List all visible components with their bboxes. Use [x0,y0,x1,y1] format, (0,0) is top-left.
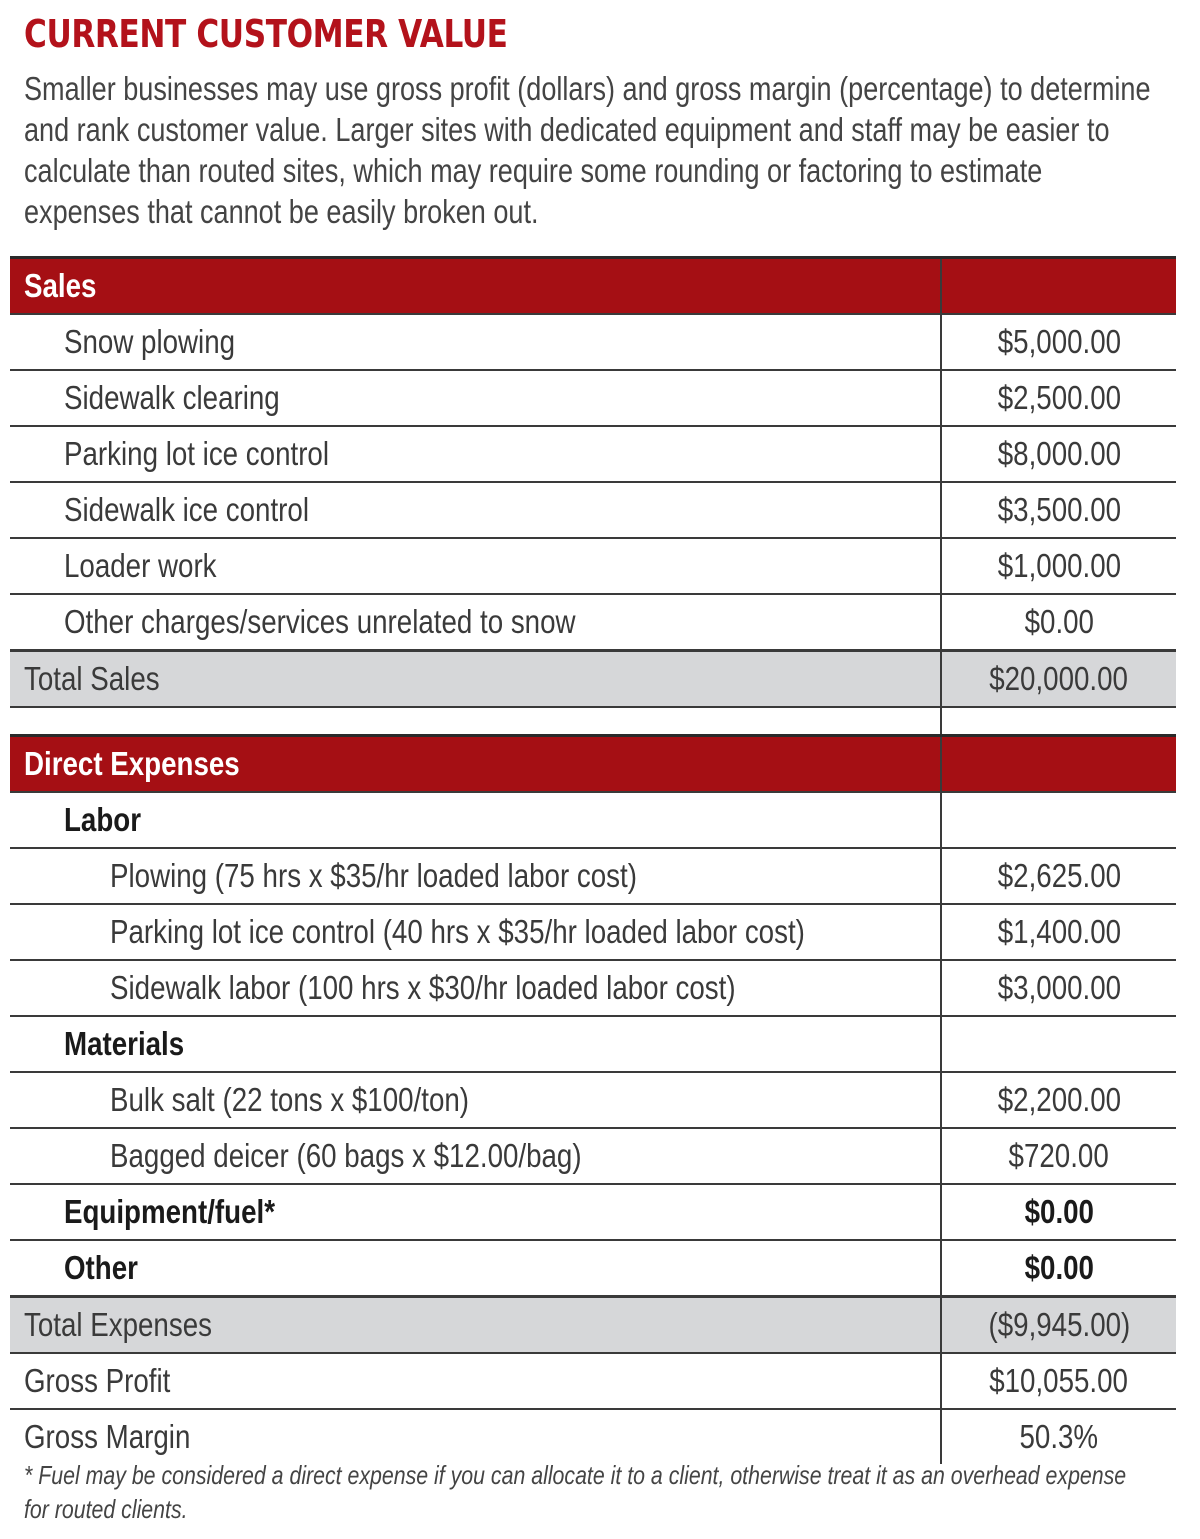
table-row [10,370,1176,426]
table-row [10,314,1176,370]
gross-margin-label: Gross Margin [24,1418,191,1455]
other-value: $0.00 [1024,1249,1094,1286]
spacer-row [10,707,1176,736]
row-label: Parking lot ice control (40 hrs x $35/hr loaded labor cost) [110,913,805,950]
table-row [10,848,1176,904]
table-row [10,482,1176,538]
direct-expenses-header-row [10,736,1176,793]
table-row [10,904,1176,960]
row-label: Parking lot ice control [64,435,330,472]
row-label: Sidewalk clearing [64,379,280,416]
row-value: $0.00 [1024,603,1094,640]
row-label: Snow plowing [64,323,236,360]
direct-expenses-header: Direct Expenses [24,745,240,782]
table-row [10,594,1176,651]
table-row [10,426,1176,482]
sales-header-row [10,258,1176,315]
materials-subheader-row [10,1016,1176,1072]
row-value: $2,625.00 [997,857,1121,894]
row-label: Bagged deicer (60 bags x $12.00/bag) [110,1137,582,1174]
total-expenses-row [10,1297,1176,1354]
table-row [10,1128,1176,1184]
gross-profit-value: $10,055.00 [989,1362,1129,1399]
gross-margin-value: 50.3% [1019,1418,1099,1455]
materials-label: Materials [64,1025,185,1062]
labor-subheader-row [10,792,1176,848]
row-value: $1,400.00 [997,913,1121,950]
row-label: Plowing (75 hrs x $35/hr loaded labor cost) [110,857,637,894]
total-expenses-label: Total Expenses [24,1306,213,1343]
row-value: $8,000.00 [997,435,1121,472]
gross-margin-row [10,1409,1176,1464]
row-label: Sidewalk labor (100 hrs x $30/hr loaded labor cost) [110,969,736,1006]
intro-paragraph: Smaller businesses may use gross profit (dollars) and gross margin (percentage) to determine and rank customer value. Larger sites with dedicated equipment and staff may be easier to calculate than routed sites, which may require some rounding or factoring to estimate expenses that cannot be easily broken out. [24,70,1151,230]
row-label: Loader work [64,547,217,584]
total-expenses-value: ($9,945.00) [988,1306,1130,1343]
other-label: Other [64,1249,138,1286]
gross-profit-label: Gross Profit [24,1362,171,1399]
table-row [10,1072,1176,1128]
total-sales-label: Total Sales [24,660,160,697]
gross-profit-row [10,1353,1176,1409]
total-sales-row [10,651,1176,708]
sales-header: Sales [24,267,97,304]
page-title: CURRENT CUSTOMER VALUE [24,12,508,56]
row-value: $1,000.00 [997,547,1121,584]
other-row [10,1240,1176,1297]
row-value: $3,500.00 [997,491,1121,528]
row-value: $720.00 [1008,1137,1110,1174]
customer-value-table [10,256,1176,1464]
row-value: $2,500.00 [997,379,1121,416]
equipment-fuel-value: $0.00 [1024,1193,1094,1230]
labor-label: Labor [64,801,142,838]
equipment-fuel-row [10,1184,1176,1240]
footnote: * Fuel may be considered a direct expense if you can allocate it to a client, otherwise treat it as an overhead expense for routed clients. [24,1460,1127,1524]
equipment-fuel-label: Equipment/fuel* [64,1193,275,1230]
row-value: $2,200.00 [997,1081,1121,1118]
row-label: Sidewalk ice control [64,491,309,528]
row-label: Other charges/services unrelated to snow [64,603,576,640]
total-sales-value: $20,000.00 [989,660,1129,697]
table-row [10,960,1176,1016]
row-label: Bulk salt (22 tons x $100/ton) [110,1081,470,1118]
table-row [10,538,1176,594]
row-value: $5,000.00 [997,323,1121,360]
row-value: $3,000.00 [997,969,1121,1006]
